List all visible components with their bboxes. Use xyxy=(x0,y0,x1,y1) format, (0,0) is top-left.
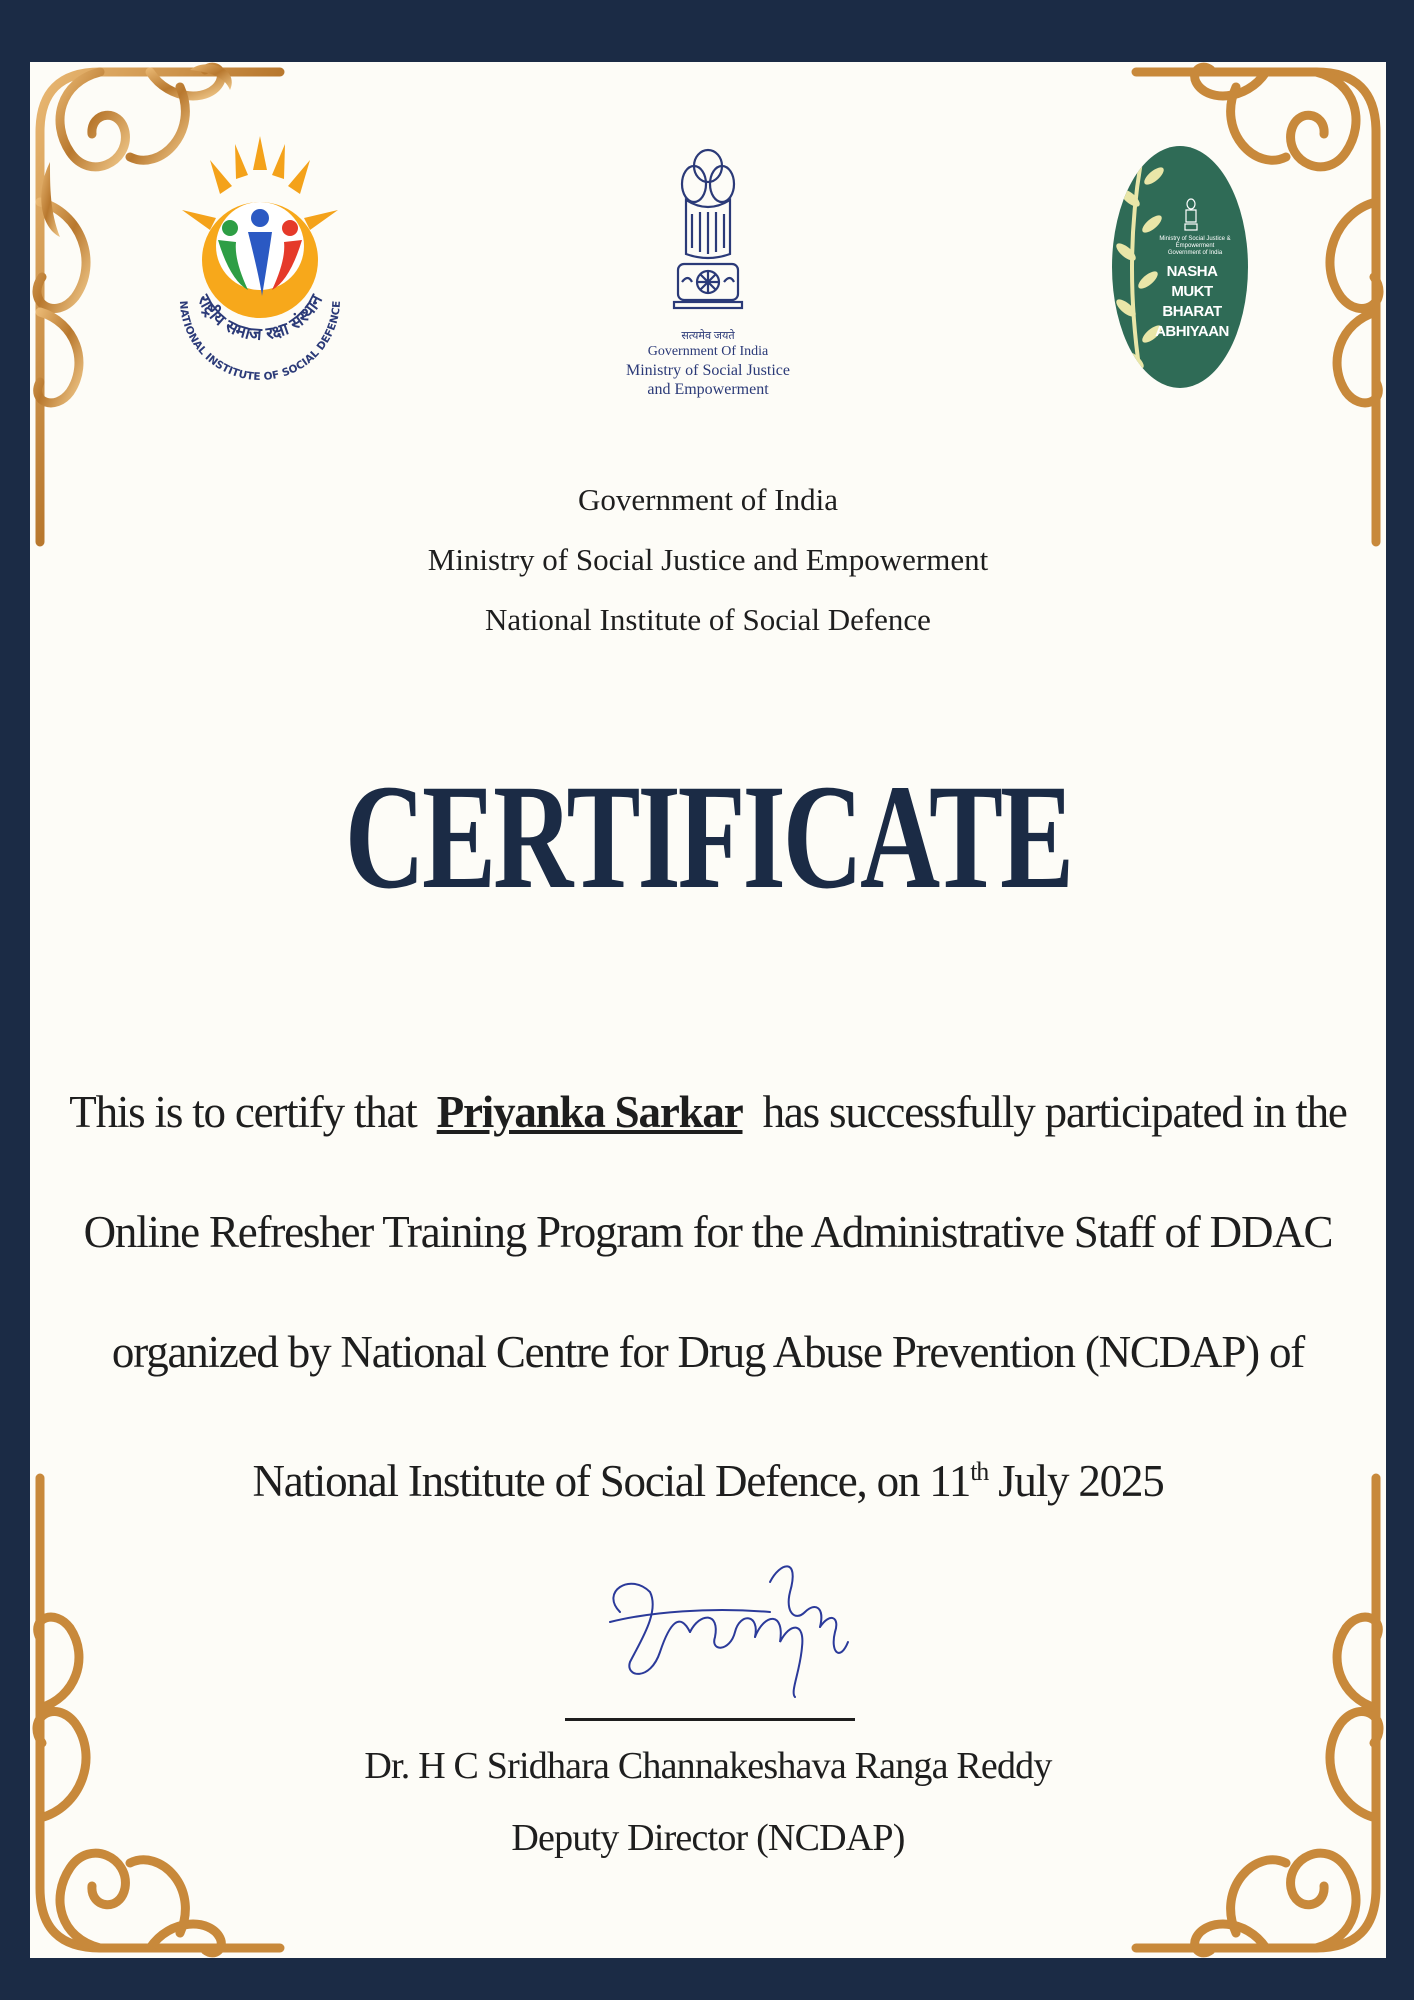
nmba-line3: ABHIYAAN xyxy=(1155,323,1229,340)
small-emblem-icon xyxy=(1184,198,1198,232)
body-date: July 2025 xyxy=(998,1456,1164,1506)
state-emblem-icon xyxy=(672,144,744,324)
body-prefix: This is to certify that xyxy=(69,1087,417,1137)
signature-line xyxy=(565,1718,855,1721)
nmba-small-text xyxy=(1152,236,1238,257)
header-institute: National Institute of Social Defence xyxy=(485,602,931,637)
header-ministry: Ministry of Social Justice and Empowerment xyxy=(427,542,989,577)
body-participation-text: has successfully participated in the Online Refresher Training Program for the Administrative Staff of DDAC organized by National Centre for Drug Abuse Prevention (NCDAP) of National Institute of Social Defence, on 11 xyxy=(83,1087,1347,1506)
signatory-block xyxy=(30,1730,1386,1874)
recipient-name: Priyanka Sarkar xyxy=(436,1087,743,1137)
date-ordinal-suffix: th xyxy=(970,1457,989,1486)
emblem-caption-line3: and Empowerment xyxy=(647,381,769,398)
state-emblem-block xyxy=(608,144,808,399)
emblem-caption-line1: Government Of India xyxy=(647,344,769,359)
nisd-logo xyxy=(170,130,350,430)
nmba-line1: NASHA MUKT xyxy=(1166,263,1218,300)
svg-text:NATIONAL INSTITUTE OF SOCIAL D: NATIONAL INSTITUTE OF SOCIAL DEFENCE xyxy=(176,300,344,384)
signatory-designation: Deputy Director (NCDAP) xyxy=(511,1817,905,1859)
signatory-name: Dr. H C Sridhara Channakeshava Ranga Reddy xyxy=(364,1745,1052,1787)
nmba-title xyxy=(1152,262,1232,342)
nasha-mukt-bharat-abhiyaan-logo xyxy=(1112,146,1248,388)
svg-text:राष्ट्रीय समाज रक्षा संस्थान: राष्ट्रीय समाज रक्षा संस्थान xyxy=(192,291,328,345)
issuer-header xyxy=(30,470,1386,650)
certificate-sheet xyxy=(30,62,1386,1958)
handwritten-signature xyxy=(590,1552,850,1702)
certificate-title: CERTIFICATE xyxy=(344,754,1072,920)
emblem-caption-line2: Ministry of Social Justice xyxy=(626,362,790,379)
certificate-body xyxy=(60,1052,1356,1541)
nmba-government-line: Government of India xyxy=(1167,250,1223,256)
nmba-line2: BHARAT xyxy=(1162,303,1222,320)
nmba-ministry-line: Ministry of Social Justice & Empowerment xyxy=(1159,236,1231,249)
header-government: Government of India xyxy=(578,482,838,517)
emblem-motto: सत्यमेव जयते xyxy=(681,330,735,342)
